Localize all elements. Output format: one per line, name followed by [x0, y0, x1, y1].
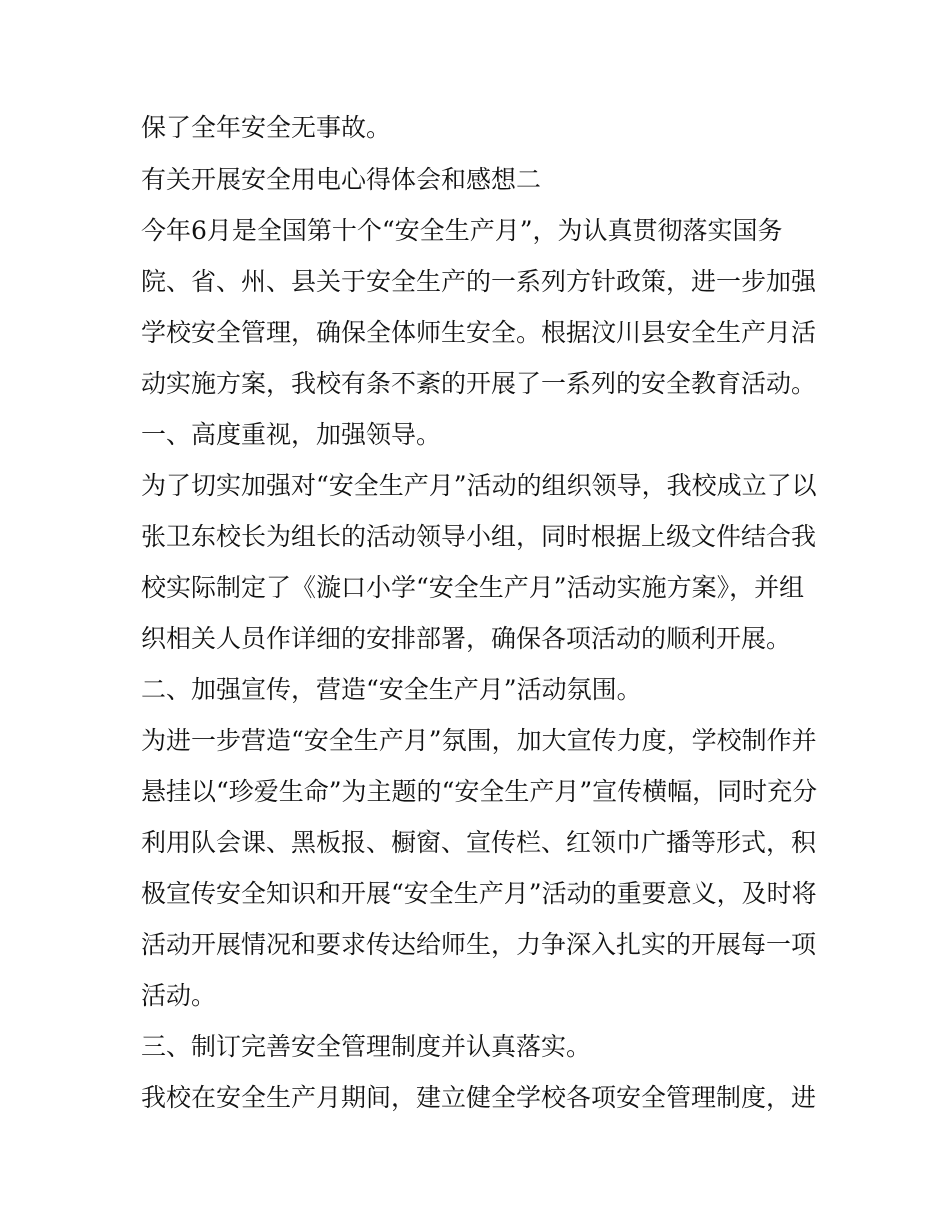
heading-three: 三、制订完善安全管理制度并认真落实。: [141, 1032, 592, 1061]
text-line: 动实施方案，我校有条不紊的开展了一系列的安全教育活动。: [141, 369, 817, 398]
text-line: 张卫东校长为组长的活动领导小组，同时根据上级文件结合我: [141, 522, 817, 551]
text-line: 校实际制定了《漩口小学“安全生产月”活动实施方案》，并组: [141, 573, 805, 602]
section-title: 有关开展安全用电心得体会和感想二: [141, 165, 542, 194]
text-line: 为进一步营造“安全生产月”氛围，加大宣传力度，学校制作并: [141, 726, 817, 755]
text-line: 悬挂以“珍爱生命”为主题的“安全生产月”宣传横幅，同时充分: [141, 777, 818, 806]
text-line: 保了全年安全无事故。: [141, 113, 392, 142]
text-line: 活动。: [141, 981, 217, 1010]
heading-one: 一、高度重视，加强领导。: [141, 420, 442, 449]
text-line: 院、省、州、县关于安全生产的一系列方针政策，进一步加强: [141, 267, 817, 296]
text-line: 利用队会课、黑板报、橱窗、宣传栏、红领巾广播等形式，积: [141, 828, 817, 857]
text-line: 今年6月是全国第十个“安全生产月”，为认真贯彻落实国务: [141, 216, 783, 245]
text-line: 为了切实加强对“安全生产月”活动的组织领导，我校成立了以: [141, 471, 817, 500]
text-line: 活动开展情况和要求传达给师生，力争深入扎实的开展每一项: [141, 930, 817, 959]
text-line: 学校安全管理，确保全体师生安全。根据汶川县安全生产月活: [141, 318, 817, 347]
text-line: 织相关人员作详细的安排部署，确保各项活动的顺利开展。: [141, 624, 792, 653]
text-line: 极宣传安全知识和开展“安全生产月”活动的重要意义，及时将: [141, 879, 817, 908]
text-line: 我校在安全生产月期间，建立健全学校各项安全管理制度，进: [141, 1083, 817, 1112]
heading-two: 二、加强宣传，营造“安全生产月”活动氛围。: [141, 675, 642, 704]
